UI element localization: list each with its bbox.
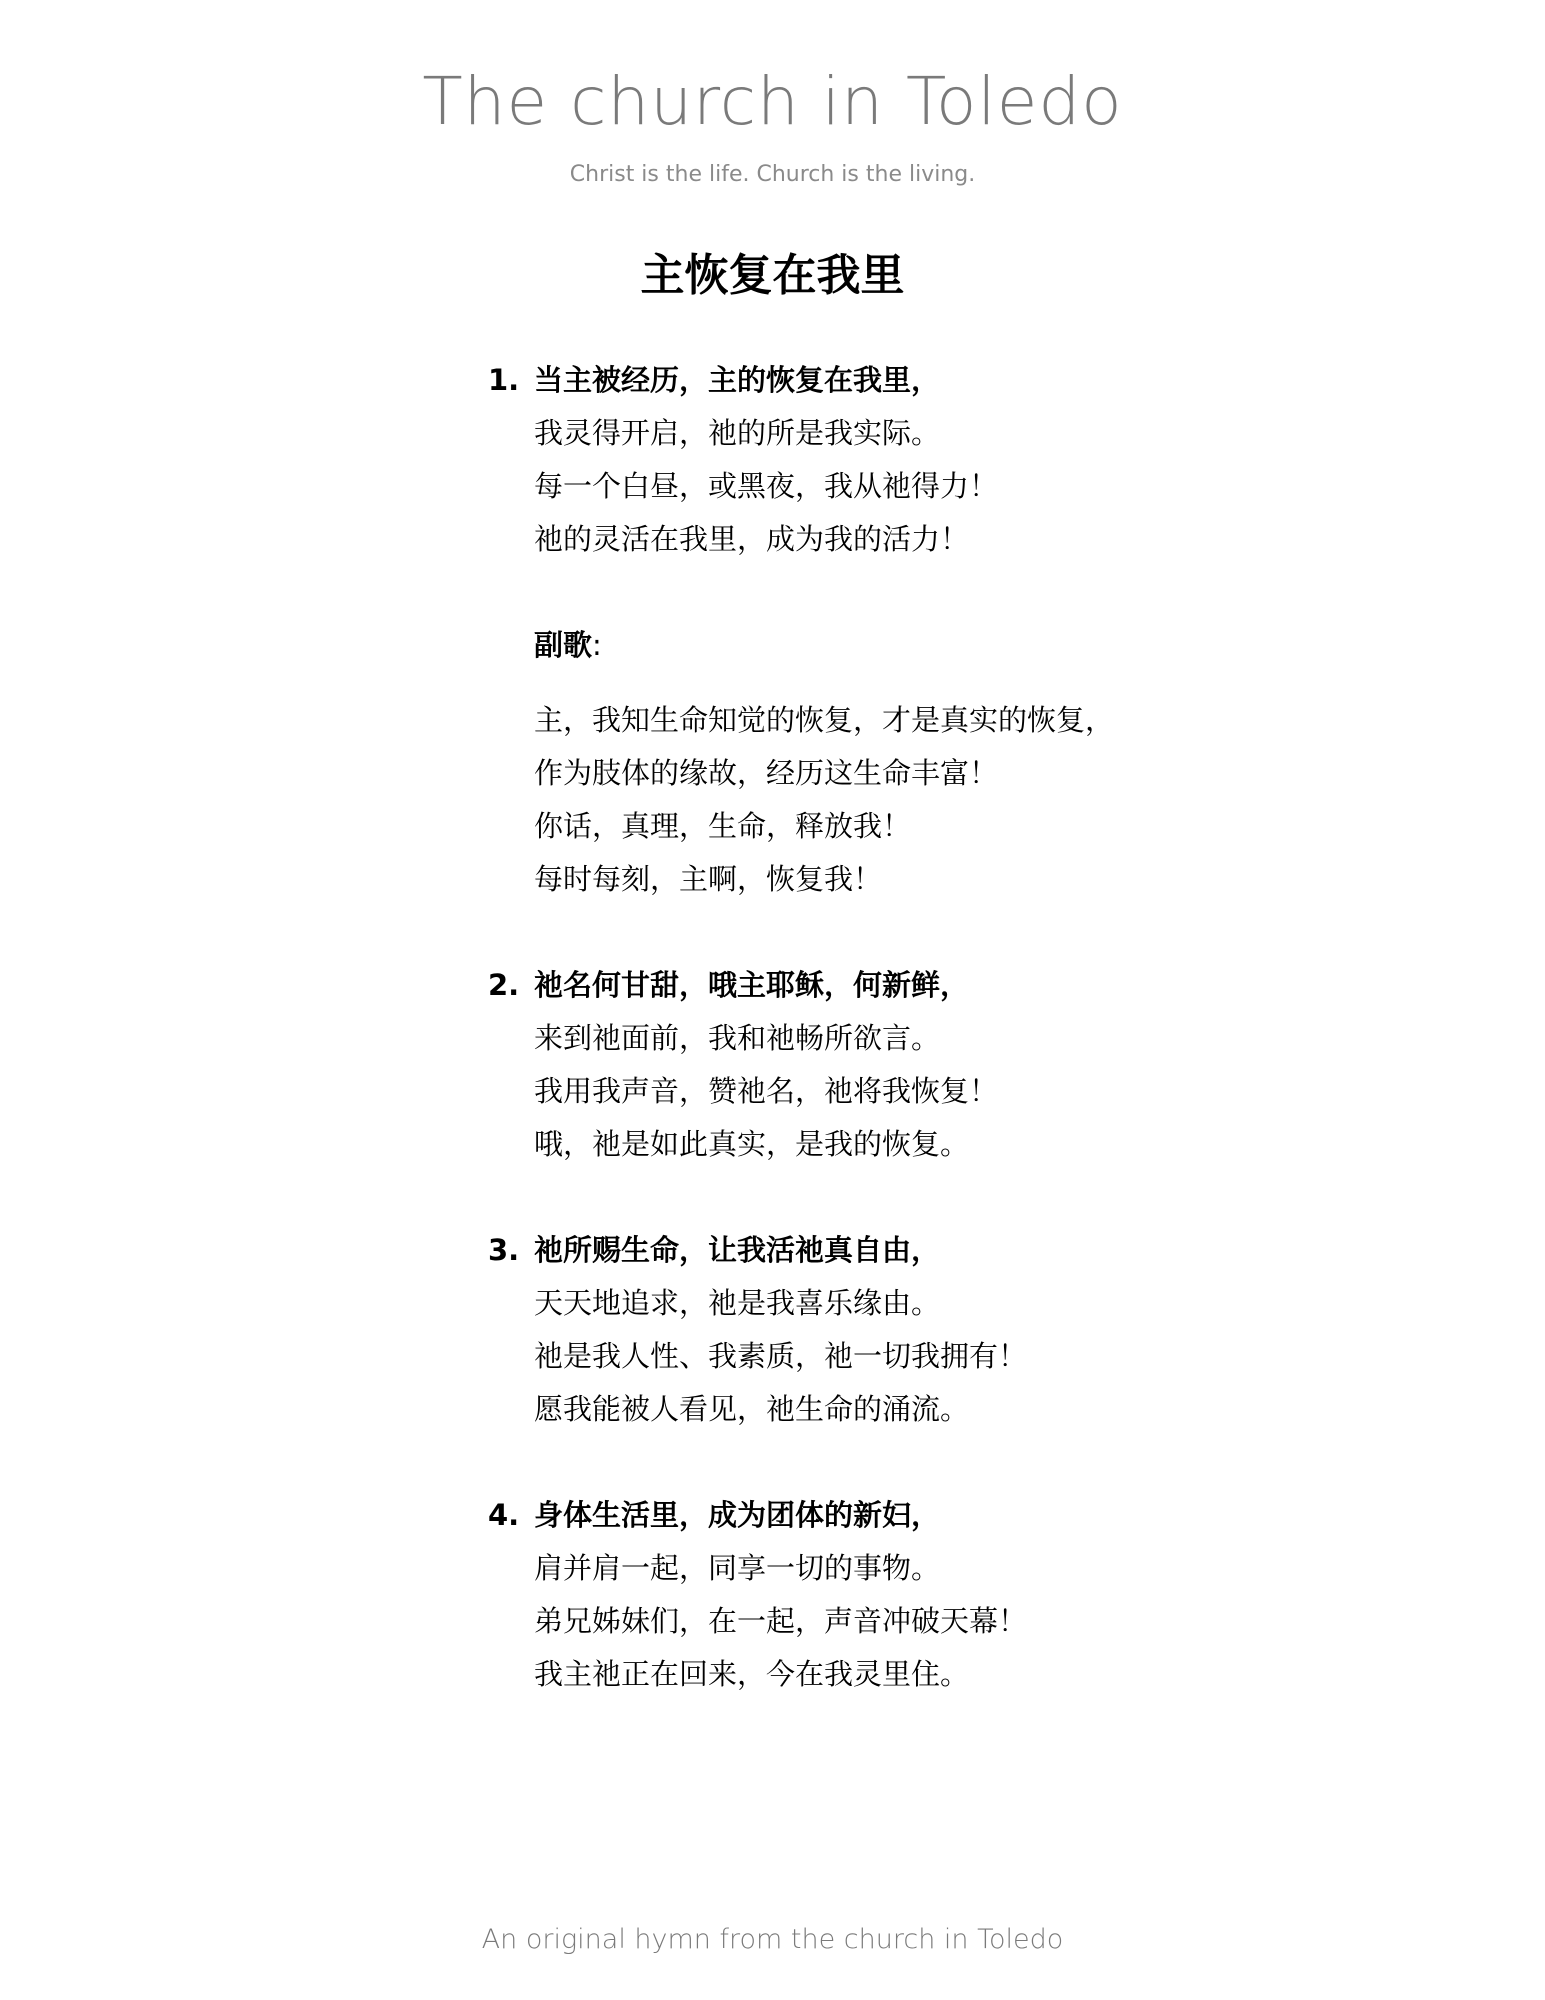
stanza-1 [488, 354, 1388, 566]
stanza-line: 弟兄姊妹们，在一起，声音冲破天幕！ [534, 1604, 1028, 1638]
stanza-3 [488, 1224, 1388, 1436]
stanza-number: 4. [488, 1498, 520, 1532]
stanza-number: 3. [488, 1233, 520, 1267]
stanza-line: 身体生活里，成为团体的新妇， [534, 1498, 941, 1532]
chorus-line: 主，我知生命知觉的恢复，才是真实的恢复， [534, 703, 1115, 737]
site-title[interactable]: The church in Toledo [422, 63, 1123, 140]
hymn-lyrics [488, 354, 1388, 1754]
chorus-label-text: 副歌 [534, 628, 593, 662]
stanza-line: 我用我声音，赞祂名，祂将我恢复！ [534, 1074, 999, 1108]
site-tagline: Christ is the life. Church is the living. [569, 162, 976, 187]
stanza-line: 我灵得开启，祂的所是我实际。 [534, 416, 941, 450]
stanza-2 [488, 959, 1388, 1171]
stanza-line: 肩并肩一起，同享一切的事物。 [534, 1551, 941, 1585]
stanza-line: 祂所赐生命，让我活祂真自由， [534, 1233, 941, 1267]
chorus-line: 你话，真理，生命，释放我！ [534, 809, 912, 843]
stanza-line: 祂名何甘甜，哦主耶稣，何新鲜， [534, 968, 970, 1002]
stanza-line: 祂是我人性、我素质，祂一切我拥有！ [534, 1339, 1028, 1373]
stanza-line: 我主祂正在回来，今在我灵里住。 [534, 1657, 970, 1691]
chorus-label-colon: : [592, 628, 602, 662]
site-header [0, 62, 1545, 190]
chorus-line: 每时每刻，主啊，恢复我！ [534, 862, 883, 896]
hymn-title: 主恢复在我里 [640, 250, 905, 301]
stanza-line: 当主被经历，主的恢复在我里， [534, 363, 941, 397]
stanza-line: 天天地追求，祂是我喜乐缘由。 [534, 1286, 941, 1320]
stanza-number: 2. [488, 968, 520, 1002]
stanza-line: 愿我能被人看见，祂生命的涌流。 [534, 1392, 970, 1426]
chorus [488, 619, 1388, 906]
stanza-line: 每一个白昼，或黑夜，我从祂得力！ [534, 469, 999, 503]
chorus-line: 作为肢体的缘故，经历这生命丰富！ [534, 756, 999, 790]
stanza-number: 1. [488, 363, 520, 397]
stanza-line: 祂的灵活在我里，成为我的活力！ [534, 522, 970, 556]
footer-text: An original hymn from the church in Toledo [481, 1924, 1064, 1955]
chorus-label [534, 619, 1388, 672]
stanza-4 [488, 1489, 1388, 1701]
stanza-line: 哦，祂是如此真实，是我的恢复。 [534, 1127, 970, 1161]
stanza-line: 来到祂面前，我和祂畅所欲言。 [534, 1021, 941, 1055]
